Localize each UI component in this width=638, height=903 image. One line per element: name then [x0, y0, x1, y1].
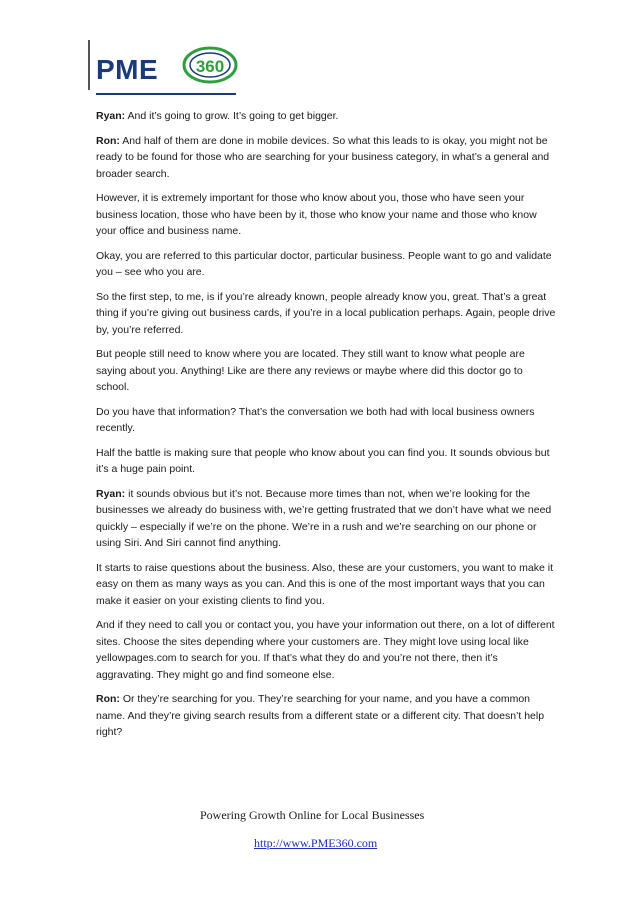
paragraph-text: Half the battle is making sure that people who know about you can find you. It sounds obvious but it’s a huge pain point. [96, 446, 550, 475]
transcript-paragraph [96, 560, 556, 610]
speaker-label: Ron: [96, 134, 120, 147]
speaker-label: Ron: [96, 693, 120, 705]
speaker-label: Ryan: [96, 110, 126, 122]
paragraph-text: it sounds obvious but it’s not. Because more times than not, when we’re looking for the businesses we already do business with, we’re getting frustrated that we don’t have what we need quickly – especially if we’re on the phone. We’re in a rush and we’re searching on our phone or using Siri. And Siri cannot find anything. [96, 487, 552, 549]
paragraph-text: It starts to raise questions about the business. Also, these are your customers, you want to make it easy on them as many ways as you can. And this is one of the most important ways that you can make it easier on your existing clients to find you. [96, 561, 553, 607]
paragraph-text: Or they’re searching for you. They’re searching for your name, and you have a common name. And they’re giving search results from a different state or a different city. That doesn’t help right? [96, 693, 545, 738]
transcript-paragraph [96, 617, 556, 683]
paragraph-text: And half of them are done in mobile devices. So what this leads to is okay, you might not be ready to be found for those who are searching for your business category, in what’s a general and broader search. [96, 134, 550, 180]
paragraph-text: Do you have that information? That’s the conversation we both had with local business owners recently. [96, 405, 535, 434]
paragraph-text: And it’s going to grow. It’s going to get bigger. [125, 110, 339, 122]
transcript-paragraph [96, 190, 556, 240]
transcript-paragraph [96, 346, 556, 396]
transcript-paragraph [96, 404, 556, 437]
paragraph-text: And if they need to call you or contact you, you have your information out there, on a lot of different sites. Choose the sites depending where your customers are. They might love using local like yellowpages.com to search for you. If that’s what they do and you’re not there, then it’s aggravating. They might go and find someone else. [96, 619, 555, 681]
footer-tagline: Powering Growth Online for Local Businesses [200, 808, 425, 822]
paragraph-text: So the first step, to me, is if you’re already known, people already know you, great. That’s a great thing if you’re giving out business cards, if you’re in a local publication perhaps. Again, people drive by, you’re referred. [96, 290, 556, 336]
transcript-paragraph [96, 133, 556, 183]
transcript-paragraph [96, 691, 556, 741]
transcript-paragraph [96, 108, 556, 125]
logo-wordmark: PME [96, 54, 159, 85]
footer-website-link[interactable]: http://www.PME360.com [254, 836, 378, 850]
logo-divider-line [88, 40, 90, 90]
paragraph-text: But people still need to know where you are located. They still want to know what people are saying about you. Anything! Like are there any reviews or maybe where did this doctor go to school. [96, 348, 525, 393]
paragraph-text: However, it is extremely important for those who know about you, those who have seen your business location, those who have been by it, those who know your name and those who know your office and business name. [96, 192, 537, 237]
logo-360-badge [180, 44, 238, 86]
pme360-logo [96, 44, 246, 94]
paragraph-text: Okay, you are referred to this particular doctor, particular business. People want to go and validate you – see who you are. [96, 249, 552, 278]
logo-underline [96, 93, 236, 95]
transcript-paragraph [96, 486, 556, 552]
transcript-paragraph [96, 445, 556, 478]
speaker-label: Ryan: [96, 487, 126, 500]
transcript-paragraph [96, 248, 556, 281]
logo-360-text: 360 [195, 57, 225, 76]
transcript-paragraph [96, 289, 556, 339]
transcript-body [96, 108, 556, 749]
